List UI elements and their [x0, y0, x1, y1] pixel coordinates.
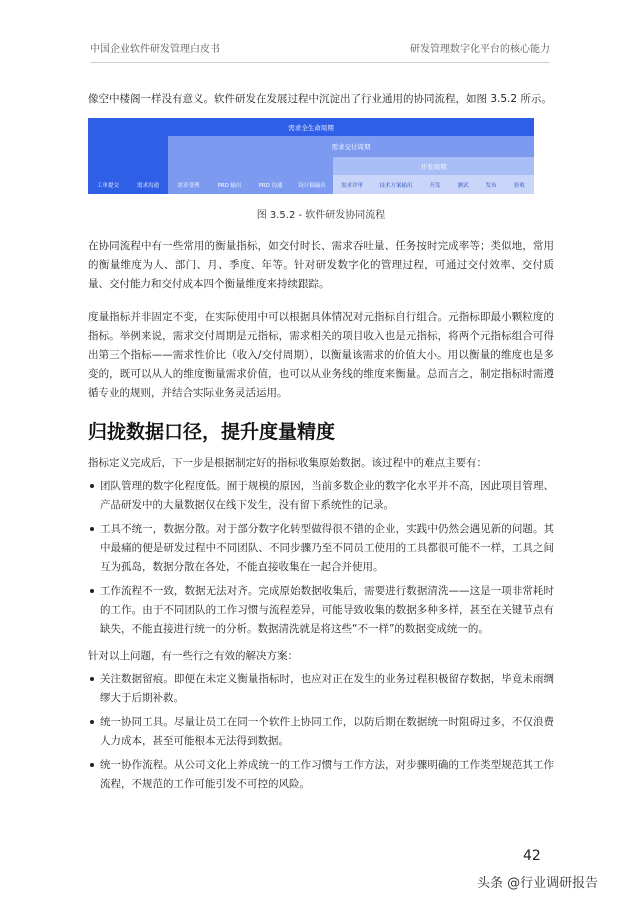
watermark-text: 头条 @行业调研报告 [477, 876, 599, 891]
step-prd-communication: PRD 沟通 [250, 175, 291, 194]
list-item: 统一协作流程。从公司文化上养成统一的工作习惯与工作方法，对步骤明确的工作类型规范其工作流程，不规范的工作可能引发不可控的风险。 [88, 756, 554, 794]
band-development-cycle: 开发周期 [333, 157, 534, 175]
list-item: 关注数据留痕。即便在未定义衡量指标时，也应对正在发生的业务过程积极留存数据，毕竟未雨绸缪大于后期补救。 [88, 670, 554, 708]
intro-paragraph: 像空中楼阁一样没有意义。软件研发在发展过程中沉淀出了行业通用的协同流程，如图 3.5.2 所示。 [88, 93, 552, 105]
paragraph-metrics: 在协同流程中有一些常用的衡量指标，如交付时长、需求吞吐量、任务按时完成率等；类似地，常用的衡量维度为人、部门、月、季度、年等。针对研发数字化的管理过程，可通过交付效率、交付质量、交付能力和交付成本四个衡量维度来持续跟踪。 [88, 240, 554, 290]
step-development: 开发 [421, 175, 449, 194]
step-tech-plan-output: 技术方案输出 [371, 175, 421, 194]
header-divider [90, 62, 550, 63]
list-item: 团队管理的数字化程度低。囿于规模的原因，当前多数企业的数字化水平并不高，因此项目管理、产品研发中的大量数据仅在线下发生，没有留下系统性的记录。 [88, 477, 554, 515]
page-number: 42 [523, 848, 541, 864]
page-content [88, 90, 554, 802]
page-header [90, 40, 550, 58]
band-requirement-lifecycle-fill [88, 136, 168, 175]
list-item: 统一协同工具。尽量让员工在同一个软件上协同工作，以防后期在数据统一时阻碍过多，不仅浪费人力成本，甚至可能根本无法得到数据。 [88, 713, 554, 751]
solutions-list [88, 670, 554, 794]
step-requirement-communication: 需求沟通 [128, 175, 168, 194]
step-ticket-submit: 工单提交 [88, 175, 128, 194]
step-release: 发布 [477, 175, 505, 194]
band-requirement-delivery-fill [168, 157, 333, 175]
paragraph-difficulties-intro: 指标定义完成后，下一步是根据制定好的指标收集原始数据。该过程中的难点主要有： [88, 457, 487, 469]
band-requirement-lifecycle: 需求全生命周期 [88, 118, 534, 136]
paragraph-meta-metrics: 度量指标并非固定不变，在实际使用中可以根据具体情况对元指标自行组合。元指标即最小颗粒度的指标。举例来说，需求交付周期是元指标，需求相关的项目收入也是元指标，将两个元指标组合可得出第三个指标——需求性价比（收入/交付周期），以衡量该需求的价值大小。用以衡量的维度也是多变的，既可以从人的维度衡量需求价值，也可以从业务线的维度来衡量。总而言之，制定指标时需遵循专业的规则，并结合实际业务灵活运用。 [88, 311, 554, 399]
list-item: 工作流程不一致，数据无法对齐。完成原始数据收集后，需要进行数据清洗——这是一项非常耗时的工作。由于不同团队的工作习惯与流程差异，可能导致收集的数据多种多样，甚至在关键节点有缺失，不能直接进行统一的分析。数据清洗就是将这些“不一样”的数据变成统一的。 [88, 582, 554, 639]
step-requirement-acceptance: 需求受理 [168, 175, 209, 194]
list-item: 工具不统一，数据分散。对于部分数字化转型做得很不错的企业，实践中仍然会遇见新的问题。其中最痛的便是研发过程中不同团队、不同步骤乃至不同员工使用的工具都很可能不一样，工具之间互为孤岛，数据分散在各处，不能直接收集在一起合并使用。 [88, 520, 554, 577]
figure-caption: 图 3.5.2 - 软件研发协同流程 [256, 210, 386, 221]
step-prd-output: PRD 输出 [209, 175, 250, 194]
paragraph-solutions-intro: 针对以上问题，有一些行之有效的解决方案： [88, 650, 298, 662]
collaboration-flow-diagram [88, 118, 534, 194]
header-doc-title: 中国企业软件研发管理白皮书 [90, 44, 220, 55]
band-requirement-delivery: 需求交付周期 [168, 136, 534, 157]
step-acceptance: 验收 [505, 175, 534, 194]
step-testing: 测试 [449, 175, 477, 194]
section-heading: 归拢数据口径，提升度量精度 [88, 421, 336, 443]
header-chapter-title: 研发管理数字化平台的核心能力 [410, 44, 550, 55]
step-requirement-review: 需求评审 [333, 175, 371, 194]
difficulties-list [88, 477, 554, 639]
step-design-output: 设计稿输出 [291, 175, 333, 194]
